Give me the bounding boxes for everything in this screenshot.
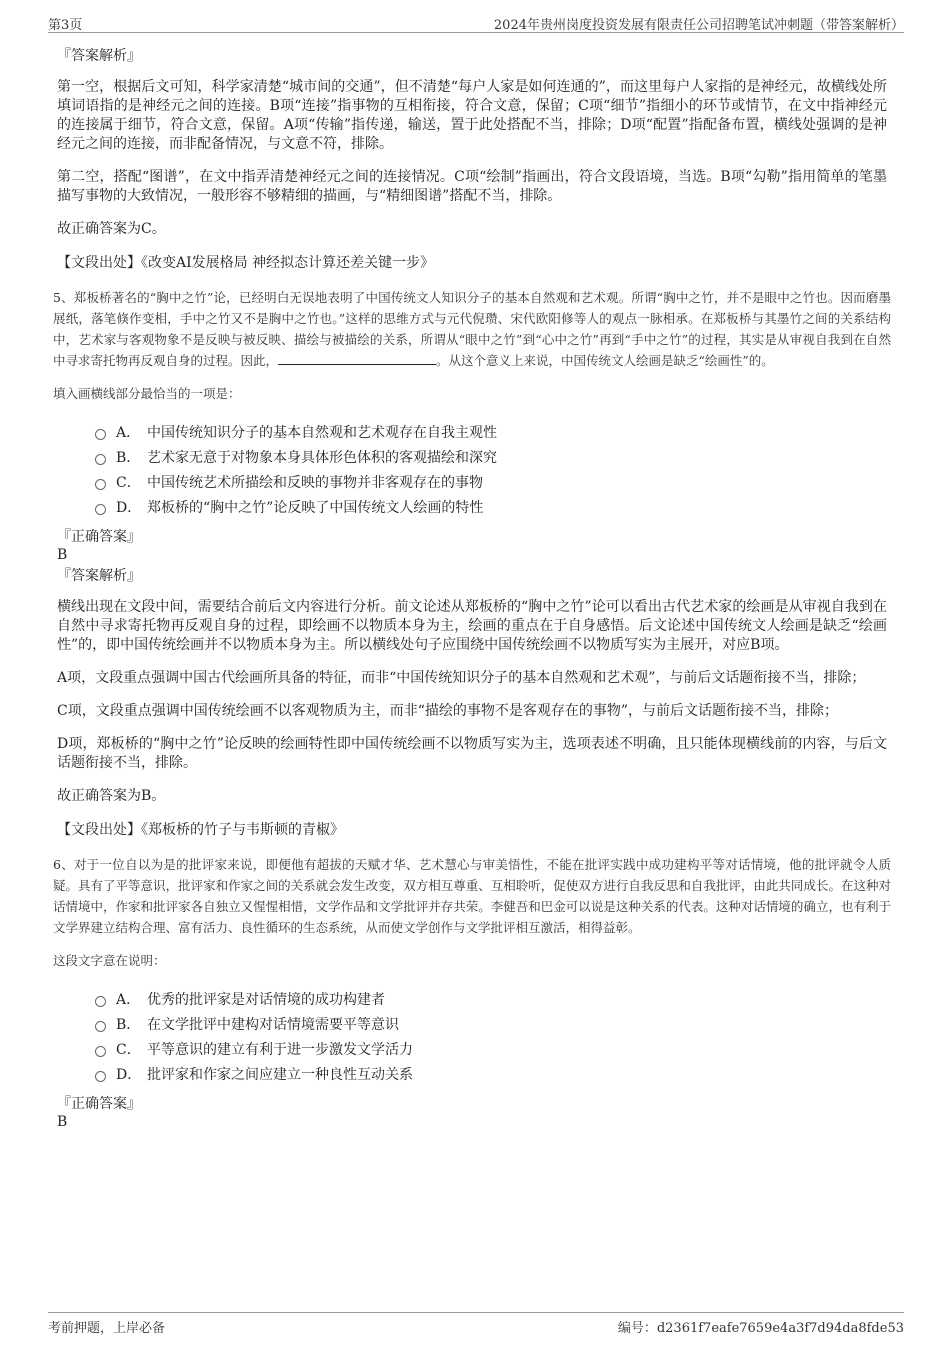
option-a[interactable]: [95, 420, 887, 445]
passage-source: 【文段出处】《郑板桥的竹子与韦斯顿的青椒》: [57, 822, 344, 838]
question-prompt: 填入画横线部分最恰当的一项是：: [53, 386, 241, 401]
radio-icon[interactable]: [95, 479, 106, 490]
option-text: 中国传统艺术所描绘和反映的事物并非客观存在的事物: [147, 474, 483, 491]
option-letter: D．: [116, 499, 142, 516]
analysis-conclusion: 故正确答案为B。: [57, 788, 166, 804]
analysis-paragraph: A项，文段重点强调中国古代绘画所具备的特征，而非“中国传统知识分子的基本自然观和艺术观”，与前后文话题衔接不当，排除；: [57, 670, 866, 686]
radio-icon[interactable]: [95, 996, 106, 1007]
passage-source: 【文段出处】《改变AI发展格局 神经拟态计算还差关键一步》: [57, 255, 435, 271]
question-6: [53, 854, 891, 1131]
option-text: 艺术家无意于对物象本身具体形色体积的客观描绘和深究: [147, 449, 497, 466]
page-header: [48, 10, 904, 33]
correct-answer: B: [57, 1114, 68, 1130]
analysis-paragraph: 第二空，搭配“图谱”，在文中指弄清楚神经元之间的连接情况。C项“绘制”指画出，符合文段语境，当选。B项“勾勒”指用简单的笔墨描写事物的大致情况，一般形容不够精细的描画，与“精细图谱”搭配不当，排除。: [57, 169, 887, 204]
option-letter: C．: [116, 474, 141, 491]
analysis-conclusion: 故正确答案为C。: [57, 221, 166, 237]
correct-answer: B: [57, 547, 68, 563]
radio-icon[interactable]: [95, 1046, 106, 1057]
option-d[interactable]: [95, 495, 887, 520]
option-c[interactable]: [95, 470, 887, 495]
radio-icon[interactable]: [95, 454, 106, 465]
question-text: 6、对于一位自以为是的批评家来说，即便他有超拔的天赋才华、艺术慧心与审美悟性，不能在批评实践中成功建构平等对话情境，他的批评就令人质疑。具有了平等意识，批评家和作家之间的关系就会发生改变，双方相互尊重、互相聆听，促使双方进行自我反思和自我批评，由此共同成长。在这种对话情境中，作家和批评家各自独立又惺惺相惜，文学作品和文学批评并存共荣。李健吾和巴金可以说是这种关系的代表。这种对话情境的确立，也有利于文学界建立结构合理、富有活力、良性循环的生态系统，从而使文学创作与文学批评相互激活，相得益彰。: [53, 857, 891, 935]
question-text: [53, 287, 891, 371]
option-a[interactable]: [95, 987, 887, 1012]
option-letter: B．: [116, 1016, 141, 1033]
option-letter: A．: [116, 424, 141, 441]
option-text: 平等意识的建立有利于进一步激发文学活力: [147, 1041, 413, 1058]
answer-tag: 『正确答案』: [57, 1096, 141, 1112]
page-number: 第3页: [48, 18, 83, 33]
question-text-after: 。从这个意义上来说，中国传统文人绘画是缺乏“绘画性”的。: [436, 353, 774, 368]
option-b[interactable]: [95, 445, 887, 470]
option-list: [95, 420, 887, 520]
question-prompt: 这段文字意在说明：: [53, 953, 166, 968]
option-b[interactable]: [95, 1012, 887, 1037]
q4-analysis-section: [57, 46, 887, 273]
option-letter: C．: [116, 1041, 141, 1058]
option-list: [95, 987, 887, 1087]
analysis-tag: 『答案解析』: [57, 568, 141, 584]
radio-icon[interactable]: [95, 1071, 106, 1082]
option-letter: B．: [116, 449, 141, 466]
question-text-before: 5、郑板桥著名的“胸中之竹”论，已经明白无误地表明了中国传统文人知识分子的基本自然观和艺术观。所谓“胸中之竹，并不是眼中之竹也。因而磨墨展纸，落笔倏作变相，手中之竹又不是胸中之竹也。”这样的思维方式与元代倪瓒、宋代欧阳修等人的观点一脉相承。在郑板桥与其墨竹之间的关系结构中，艺术家与客观物象不是反映与被反映、描绘与被描绘的关系，所谓从“眼中之竹”到“心中之竹”再到“手中之竹”的过程，其实是从审视自我到在自然中寻求寄托物再反观自身的过程。因此，: [53, 290, 891, 368]
fill-blank-line: [278, 352, 436, 365]
radio-icon[interactable]: [95, 429, 106, 440]
option-text: 在文学批评中建构对话情境需要平等意识: [147, 1016, 399, 1033]
page-footer: [48, 1312, 904, 1337]
radio-icon[interactable]: [95, 1021, 106, 1032]
option-text: 郑板桥的“胸中之竹”论反映了中国传统文人绘画的特性: [147, 499, 484, 516]
option-d[interactable]: [95, 1062, 887, 1087]
option-text: 批评家和作家之间应建立一种良性互动关系: [147, 1066, 413, 1083]
radio-icon[interactable]: [95, 504, 106, 515]
analysis-tag: 『答案解析』: [57, 48, 141, 64]
document-code: 编号：d2361f7eafe7659e4a3f7d94da8fde53: [617, 1321, 904, 1336]
question-5: [53, 287, 891, 840]
analysis-paragraph: C项，文段重点强调中国传统绘画不以客观物质为主，而非“描绘的事物不是客观存在的事物”，与前后文话题衔接不当，排除；: [57, 703, 839, 719]
page-content: [53, 46, 891, 1133]
answer-tag: 『正确答案』: [57, 529, 141, 545]
option-text: 中国传统知识分子的基本自然观和艺术观存在自我主观性: [147, 424, 497, 441]
option-letter: A．: [116, 991, 141, 1008]
option-letter: D．: [116, 1066, 142, 1083]
option-text: 优秀的批评家是对话情境的成功构建者: [147, 991, 385, 1008]
footer-note: 考前押题，上岸必备: [48, 1321, 166, 1336]
analysis-paragraph: 第一空，根据后文可知，科学家清楚“城市间的交通”，但不清楚“每户人家是如何连通的”，而这里每户人家指的是神经元，故横线处所填词语指的是神经元之间的连接。B项“连接”指事物的互相衔接，符合文意，保留；C项“细节”指细小的环节或情节，在文中指神经元的连接属于细节，符合文意，保留。A项“传输”指传递，输送，置于此处搭配不当，排除；D项“配置”指配备布置，横线处强调的是神经元之间的连接，而非配备情况，与文意不符，排除。: [57, 79, 887, 152]
analysis-paragraph: 横线出现在文段中间，需要结合前后文内容进行分析。前文论述从郑板桥的“胸中之竹”论可以看出古代艺术家的绘画是从审视自我到在自然中寻求寄托物再反观自身的过程，即绘画不以物质本身为主，绘画的重点在于自身感悟。后文论述中国传统文人绘画是缺乏“绘画性”的，即中国传统绘画并不以物质本身为主。所以横线处句子应围绕中国传统绘画不以物质写实为主展开，对应B项。: [57, 599, 887, 653]
document-title: 2024年贵州岗度投资发展有限责任公司招聘笔试冲刺题（带答案解析）: [493, 18, 904, 33]
option-c[interactable]: [95, 1037, 887, 1062]
analysis-paragraph: D项，郑板桥的“胸中之竹”论反映的绘画特性即中国传统绘画不以物质写实为主，选项表述不明确，且只能体现横线前的内容，与后文话题衔接不当，排除。: [57, 736, 887, 771]
